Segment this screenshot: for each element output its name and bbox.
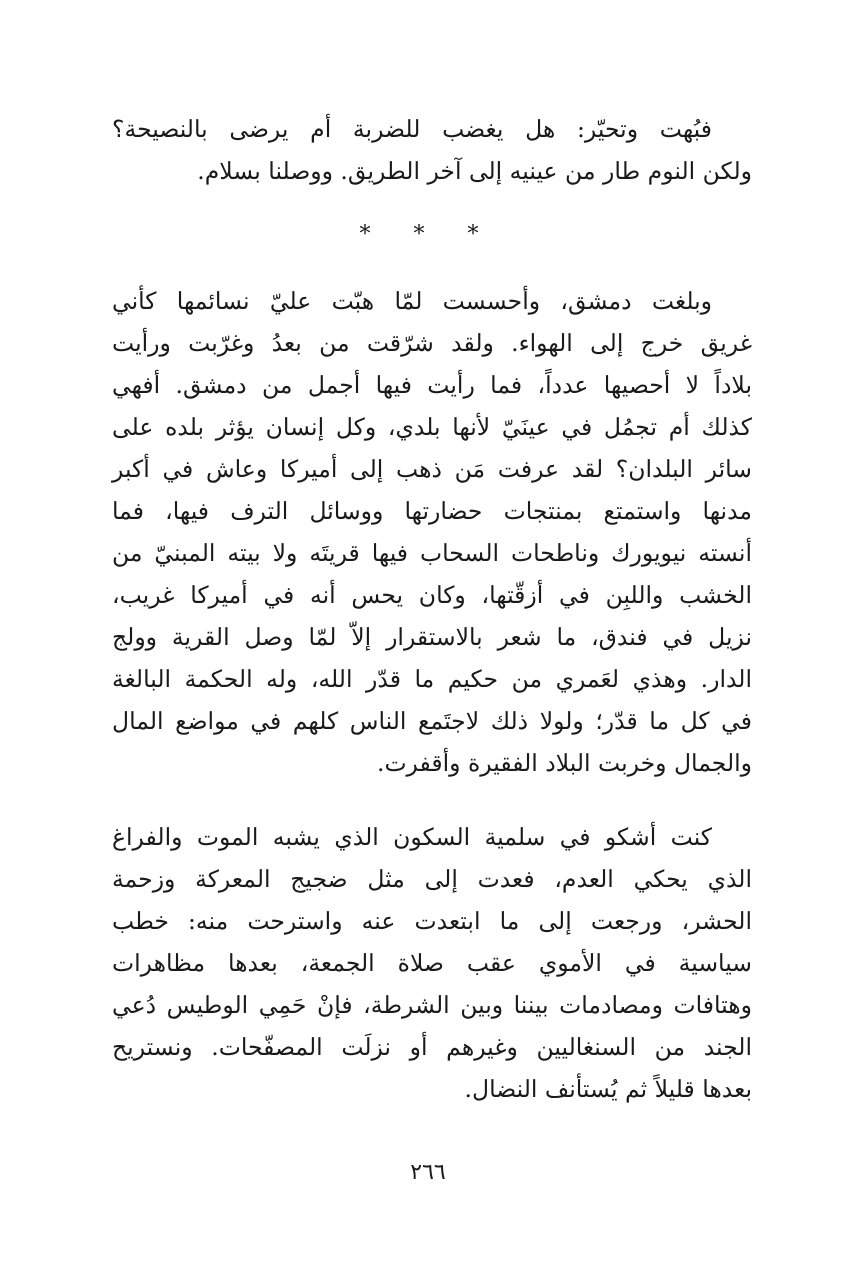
paragraph-1 — [112, 108, 752, 192]
text-line: مدنها واستمتع بمنتجات حضارتها ووسائل الترف فيها، فما — [112, 497, 752, 525]
text-line: نزيل في فندق، ما شعر بالاستقرار إلاّ لمّا وصل القرية وولج — [112, 623, 752, 651]
text-line: فبُهت وتحيّر: هل يغضب للضربة أم يرضى بالنصيحة؟ — [112, 115, 712, 143]
section-separator: * * * — [359, 222, 497, 247]
text-line: أنسته نيويورك وناطحات السحاب فيها قريتَه ولا بيته المبنيّ من — [112, 539, 752, 567]
paragraph-2 — [112, 280, 752, 784]
text-line: في كل ما قدّر؛ ولولا ذلك لاجتَمع الناس كلهم في مواضع المال — [112, 707, 752, 735]
text-line: الخشب واللبِن في أزقّتها، وكان يحس أنه في أميركا غريب، — [112, 581, 752, 609]
text-line: الذي يحكي العدم، فعدت إلى مثل ضجيج المعركة وزحمة — [112, 865, 752, 893]
text-line: كنت أشكو في سلمية السكون الذي يشبه الموت والفراغ — [112, 823, 712, 851]
text-line: الحشر، ورجعت إلى ما ابتعدت عنه واسترحت منه: خطب — [112, 907, 752, 935]
text-line: سياسية في الأموي عقب صلاة الجمعة، بعدها مظاهرات — [112, 949, 752, 977]
page-number: ٢٦٦ — [410, 1160, 446, 1185]
text-line: وبلغت دمشق، وأحسست لمّا هبّت عليّ نسائمها كأني — [112, 287, 712, 315]
text-line: ولكن النوم طار من عينيه إلى آخر الطريق. ووصلنا بسلام. — [197, 157, 752, 185]
text-line: الجند من السنغاليين وغيرهم أو نزلَت المصفّحات. ونستريح — [112, 1033, 752, 1061]
text-line: كذلك أم تجمُل في عينَيّ لأنها بلدي، وكل إنسان يؤثر بلده على — [112, 413, 752, 441]
text-line: وهتافات ومصادمات بيننا وبين الشرطة، فإنْ حَمِي الوطيس دُعي — [112, 991, 752, 1019]
paragraph-3 — [112, 816, 752, 1110]
text-line: بعدها قليلاً ثم يُستأنف النضال. — [464, 1075, 752, 1103]
text-line: بلاداً لا أحصيها عدداً، فما رأيت فيها أجمل من دمشق. أفهي — [112, 371, 752, 399]
text-line: الدار. وهذي لعَمري من حكيم ما قدّر الله، وله الحكمة البالغة — [112, 665, 752, 693]
text-line: والجمال وخربت البلاد الفقيرة وأقفرت. — [376, 749, 752, 777]
text-line: سائر البلدان؟ لقد عرفت مَن ذهب إلى أميركا وعاش في أكبر — [112, 455, 752, 483]
text-line: غريق خرج إلى الهواء. ولقد شرّقت من بعدُ وغرّبت ورأيت — [112, 329, 752, 357]
